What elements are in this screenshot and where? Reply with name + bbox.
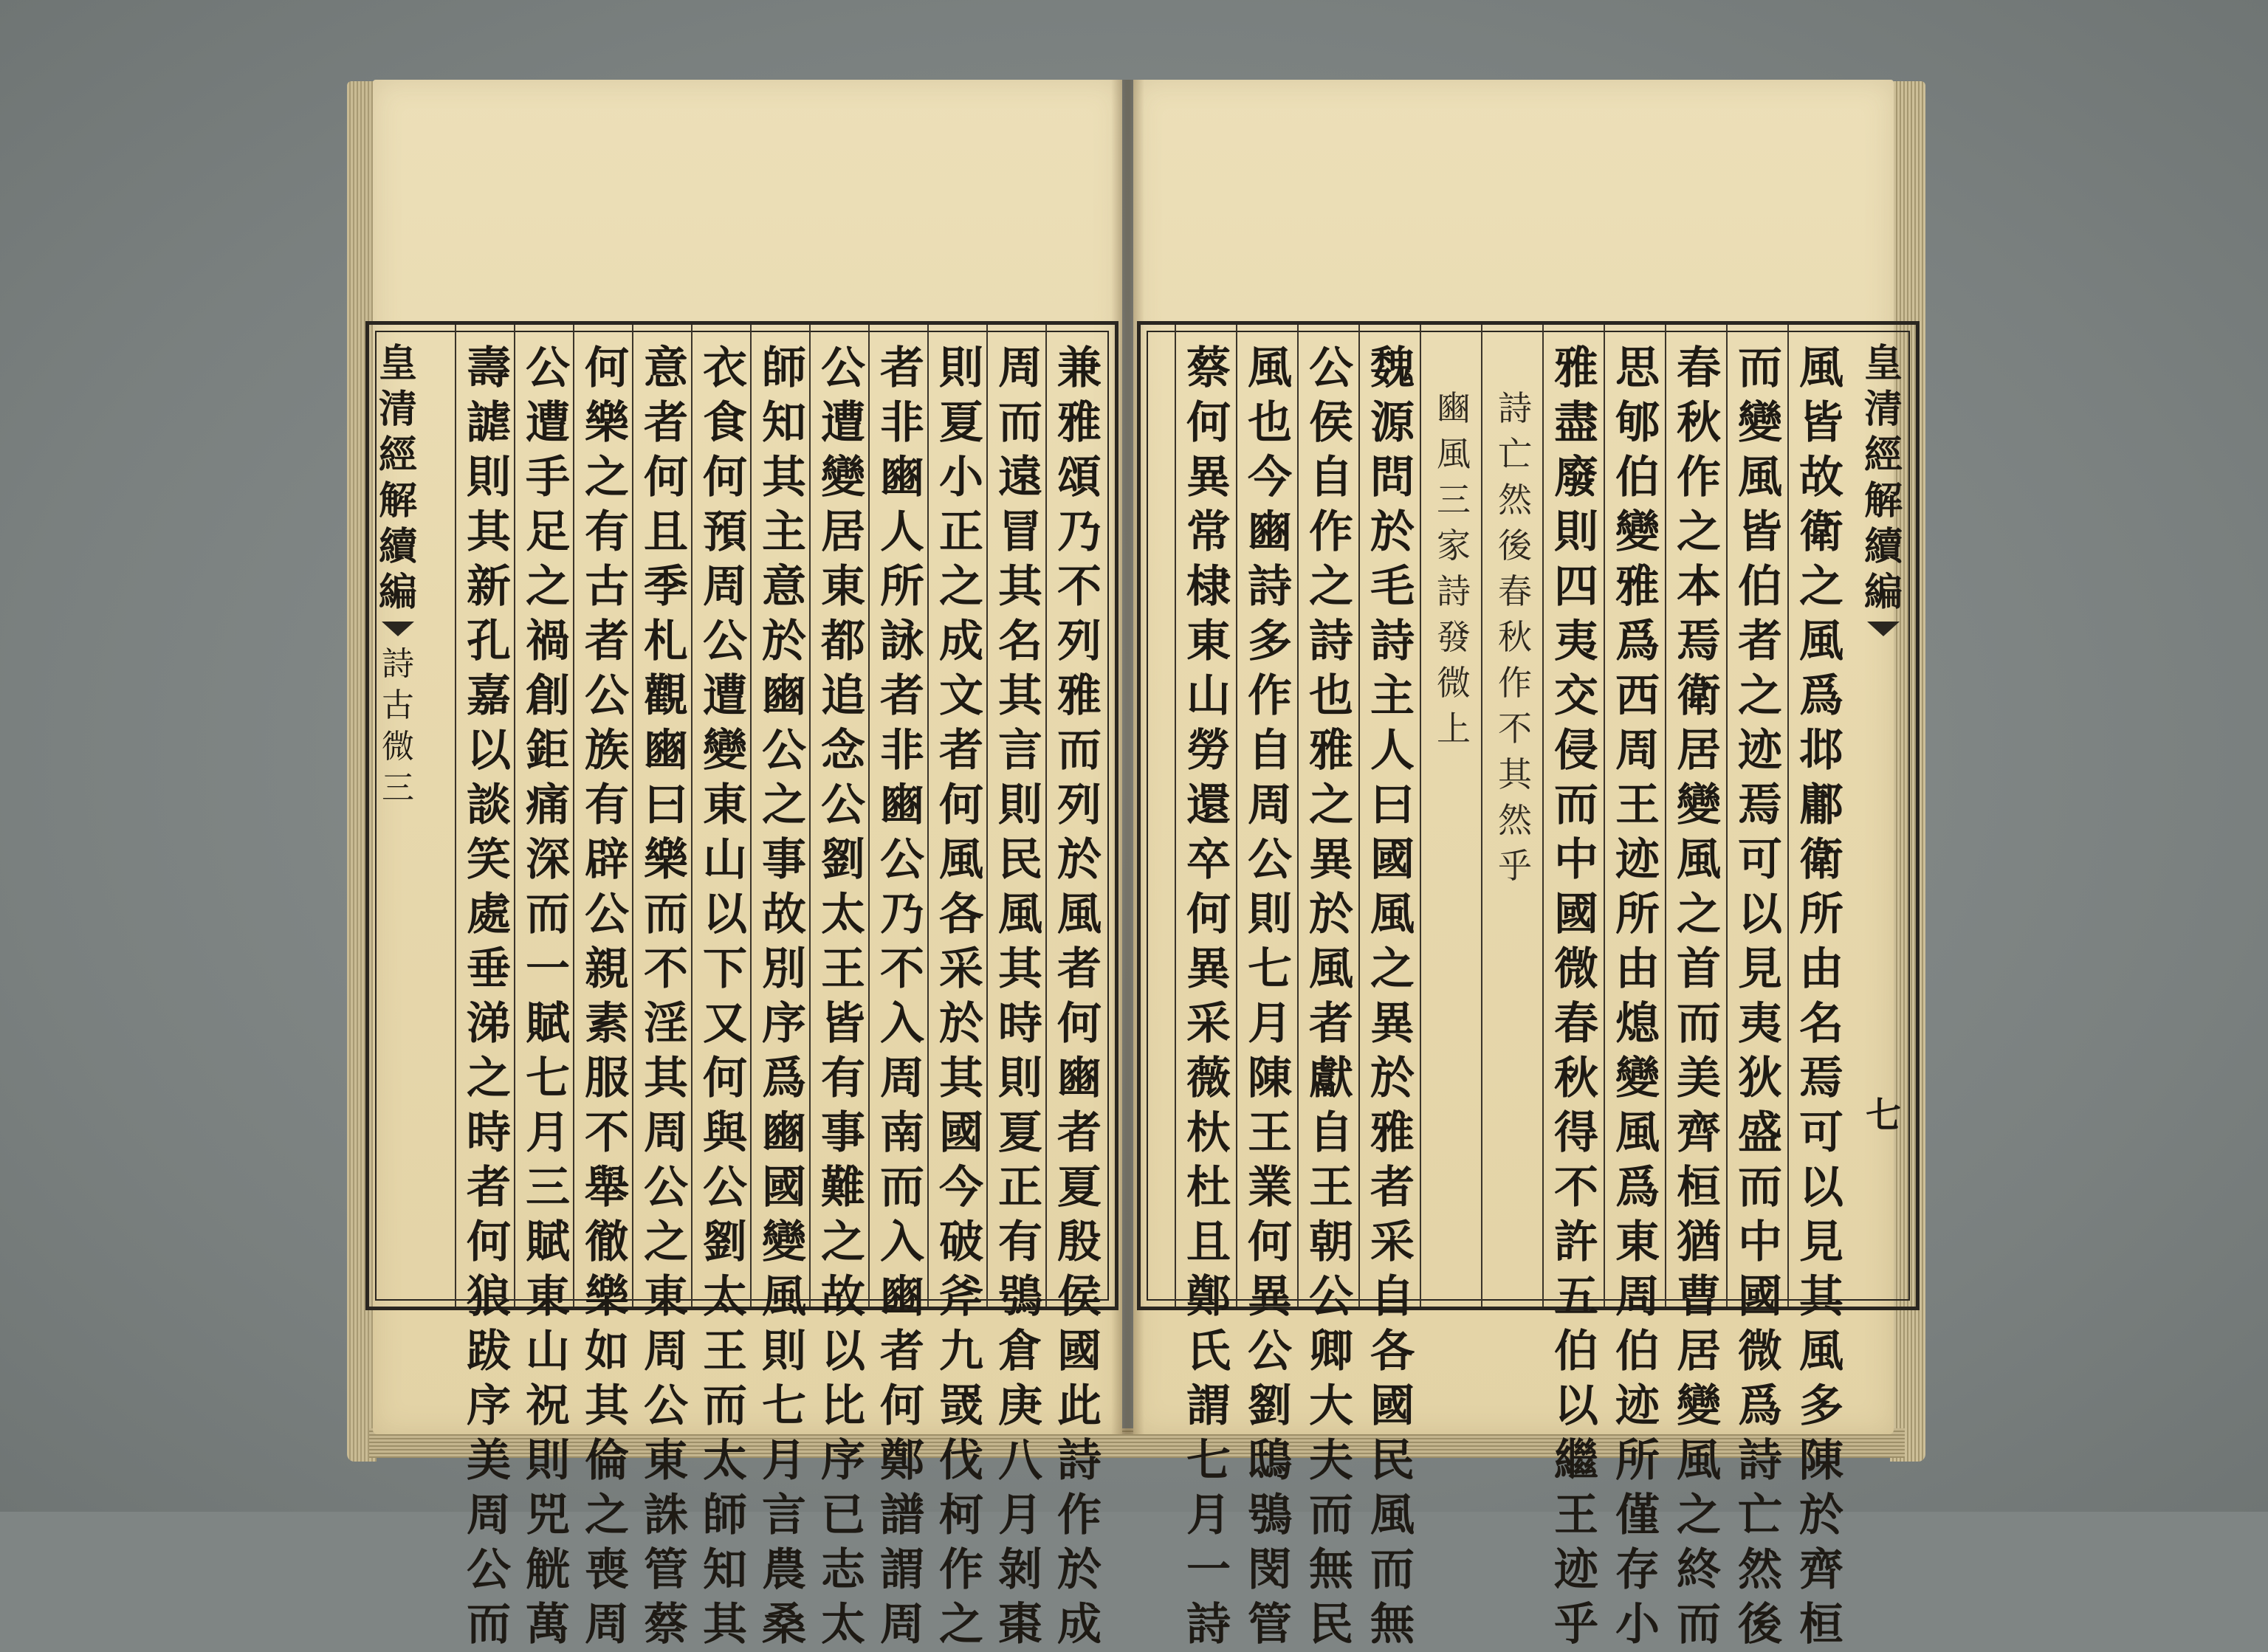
left-column-rule <box>868 325 870 1307</box>
right-column-rule <box>1787 325 1789 1307</box>
right-text-column: 雅 盡 廢 則 四 夷 交 侵 而 中 國 微 春 秋 得 不 許 五 伯 以 繼 王 迹 乎 <box>1554 343 1598 1651</box>
left-text-column: 公 遭 手 足 之 禍 創 鉅 痛 深 而 一 賦 七 月 三 賦 東 山 祝 則 兕 觥 萬 <box>526 343 570 1651</box>
right-column-rule <box>1236 325 1237 1307</box>
left-banxin-subtitle: 詩 古 微 三 <box>382 645 414 807</box>
left-text-column: 壽 謔 則 其 新 孔 嘉 以 談 笑 處 垂 涕 之 時 者 何 狼 跋 序 美 周 公 而 <box>467 343 511 1651</box>
right-column-rule <box>1358 325 1360 1307</box>
right-page-print-frame <box>1137 321 1920 1651</box>
left-banxin-title: 皇 清 經 解 續 編 <box>378 341 417 615</box>
left-page-print-frame <box>365 321 1118 1651</box>
left-text-column: 公 遭 變 居 東 都 追 念 公 劉 太 王 皆 有 事 難 之 故 以 比 序 已 志 太 <box>821 343 865 1651</box>
left-column-rule <box>632 325 633 1307</box>
left-text-column: 者 非 豳 人 所 詠 者 非 豳 公 乃 不 入 周 南 而 入 豳 者 何 鄭 譜 謂 周 <box>880 343 924 1651</box>
left-column-rule <box>927 325 929 1307</box>
left-banxin <box>375 341 421 1293</box>
right-text-column: 魏 源 問 於 毛 詩 主 人 曰 國 風 之 異 於 雅 者 采 自 各 國 民 風 而 無 <box>1370 343 1415 1651</box>
right-fishtail-mark <box>1867 622 1900 636</box>
right-text-column: 蔡 何 異 常 棣 東 山 勞 還 卒 何 異 采 薇 杕 杜 且 鄭 氏 謂 七 月 一 詩 <box>1186 343 1231 1651</box>
right-text-column: 公 侯 自 作 之 詩 也 雅 之 異 於 風 者 獻 自 王 朝 公 卿 大 夫 而 無 民 <box>1309 343 1353 1651</box>
left-text-column: 周 而 遠 冒 其 名 其 言 則 民 風 其 時 則 夏 正 有 鴞 倉 庚 八 月 剝 棗 <box>998 343 1042 1651</box>
left-column-rule <box>455 325 456 1307</box>
left-text-column: 則 夏 小 正 之 成 文 者 何 風 各 采 於 其 國 今 破 斧 九 罭 伐 柯 作 之 <box>939 343 983 1651</box>
left-column-rule <box>809 325 811 1307</box>
left-fishtail-mark <box>382 622 414 636</box>
right-column-rule <box>1175 325 1176 1307</box>
right-text-column: 風 皆 故 衛 之 風 爲 邶 鄘 衛 所 由 名 焉 可 以 見 其 風 多 陳 於 齊 桓 <box>1799 343 1843 1651</box>
right-text-column: 而 變 風 皆 伯 者 之 迹 焉 可 以 見 夷 狄 盛 而 中 國 微 爲 詩 亡 然 後 <box>1738 343 1782 1651</box>
right-text-column: 詩 亡 然 後 春 秋 作 不 其 然 乎 <box>1498 388 1532 886</box>
right-banxin-title: 皇 清 經 解 續 編 <box>1863 341 1903 615</box>
right-column-rule <box>1420 325 1421 1307</box>
left-column-rule <box>514 325 515 1307</box>
left-column-rule <box>573 325 574 1307</box>
right-column-rule <box>1542 325 1544 1307</box>
right-text-column: 春 秋 作 之 本 焉 衛 居 變 風 之 首 而 美 齊 桓 猶 曹 居 變 風 之 終 而 <box>1677 343 1721 1651</box>
left-column-rule <box>986 325 988 1307</box>
right-text-column: 豳 風 三 家 詩 發 微 上 <box>1437 388 1471 748</box>
left-text-column: 何 樂 之 有 古 者 公 族 有 辟 公 親 素 服 不 舉 徹 樂 如 其 倫 之 喪 周 <box>585 343 629 1651</box>
left-text-column: 兼 雅 頌 乃 不 列 雅 而 列 於 風 者 何 豳 者 夏 殷 侯 國 此 詩 作 於 成 <box>1057 343 1102 1651</box>
left-text-column: 師 知 其 主 意 於 豳 公 之 事 故 別 序 爲 豳 國 變 風 則 七 月 言 農 桑 <box>762 343 806 1651</box>
left-column-rule <box>691 325 693 1307</box>
right-column-rule <box>1604 325 1605 1307</box>
right-column-rule <box>1665 325 1666 1307</box>
left-column-rule <box>750 325 752 1307</box>
left-text-column: 意 者 何 且 季 札 觀 豳 曰 樂 而 不 淫 其 周 公 之 東 周 公 東 誅 管 蔡 <box>644 343 688 1651</box>
right-column-rule <box>1481 325 1482 1307</box>
left-text-column: 衣 食 何 預 周 公 遭 變 東 山 以 下 又 何 與 公 劉 太 王 而 太 師 知 其 <box>703 343 747 1651</box>
right-column-rule <box>1297 325 1299 1307</box>
right-banxin <box>1860 341 1906 1293</box>
left-column-rule <box>1045 325 1047 1307</box>
right-text-column: 風 也 今 豳 詩 多 作 自 周 公 則 七 月 陳 王 業 何 異 公 劉 鴟 鴞 閔 管 <box>1248 343 1292 1651</box>
right-page-number: 七 <box>1865 1095 1901 1136</box>
right-column-rule <box>1726 325 1728 1307</box>
right-text-column: 思 郇 伯 變 雅 爲 西 周 王 迹 所 由 熄 變 風 爲 東 周 伯 迹 所 僅 存 小 <box>1615 343 1660 1651</box>
